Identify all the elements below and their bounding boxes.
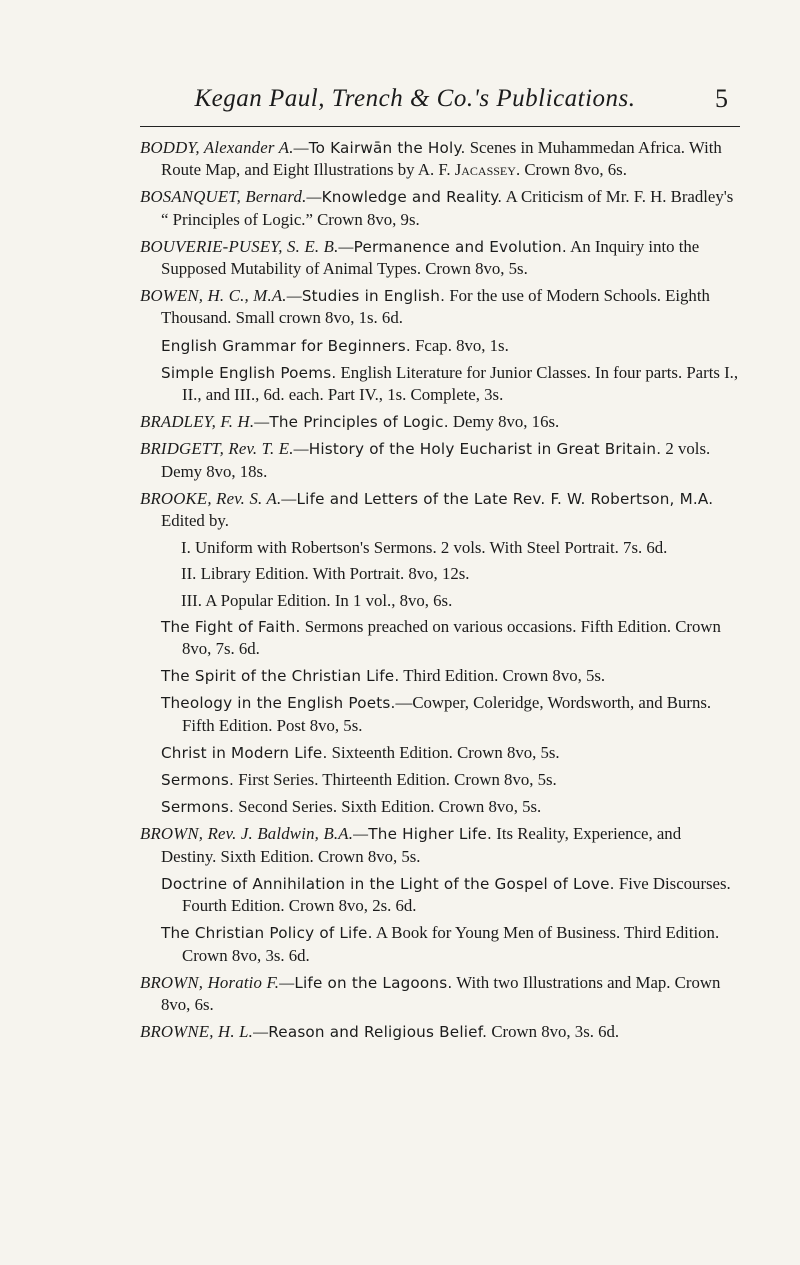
entry-title: The Fight of Faith. <box>161 617 301 636</box>
edition-item: I. Uniform with Robertson's Sermons. 2 vols. With Steel Portrait. 7s. 6d. <box>181 538 668 558</box>
sub-entry <box>140 796 740 818</box>
entry-author: BOWEN, H. C., M.A.— <box>140 286 302 306</box>
entry-title: Simple English Poems. <box>161 363 337 382</box>
edition-item: II. Library Edition. With Portrait. 8vo, 12s. <box>181 564 470 584</box>
entry-title: Sermons. <box>161 771 235 790</box>
sub-entry <box>140 742 740 764</box>
entry-title: Sermons. <box>161 798 235 817</box>
entry-title: The Principles of Logic. <box>269 413 449 432</box>
catalogue-entry-bowen <box>140 285 740 329</box>
entry-description: Its Reality, Experience, and Destiny. Sixth Edition. Crown 8vo, 5s. <box>161 824 682 866</box>
entry-author: BROWNE, H. L.— <box>140 1022 269 1042</box>
entry-title: Permanence and Evolution. <box>353 237 567 256</box>
page-header <box>140 82 740 127</box>
entry-description: Third Edition. Crown 8vo, 5s. <box>399 666 606 686</box>
edition-item: III. A Popular Edition. In 1 vol., 8vo, 6s. <box>181 590 453 610</box>
catalogue-entry-browne <box>140 1021 740 1043</box>
entry-title: To Kairwān the Holy. <box>308 139 466 157</box>
entry-title: The Higher Life. <box>368 825 493 844</box>
entry-description: A Book for Young Men of Business. Third Edition. Crown 8vo, 3s. 6d. <box>182 923 720 965</box>
entry-author: BROWN, Rev. J. Baldwin, B.A.— <box>140 824 369 844</box>
entry-title: Life and Letters of the Late Rev. F. W. Robertson, M.A. <box>296 489 714 508</box>
entry-description: Scenes in Muhammedan Africa. With Route Map, and Eight Illustrations by A. F. <box>161 138 722 180</box>
entry-description: An Inquiry into the Supposed Mutability of Animal Types. Crown 8vo, 5s. <box>161 236 700 279</box>
running-head: Kegan Paul, Trench & Co.'s Publications. <box>194 85 636 112</box>
entry-description: Demy 8vo, 16s. <box>448 412 560 432</box>
entry-title: English Grammar for Beginners. <box>161 336 411 355</box>
entry-description: 2 vols. Demy 8vo, 18s. <box>161 439 711 481</box>
entry-title: History of the Holy Eucharist in Great Britain. <box>308 440 662 459</box>
catalogue-entry-brown-baldwin <box>140 823 740 867</box>
entry-description: A Criticism of Mr. F. H. Bradley's “ Principles of Logic.” Crown 8vo, 9s. <box>161 187 734 229</box>
entry-description: Edited by. <box>161 511 229 531</box>
page-number: 5 <box>715 84 728 113</box>
catalogue-entry-bradley <box>140 411 740 433</box>
catalogue-entry-bosanquet <box>140 186 740 230</box>
entry-title: Knowledge and Reality. <box>321 188 503 207</box>
sub-entry <box>140 665 740 687</box>
entry-author: BROOKE, Rev. S. A.— <box>140 488 297 508</box>
entry-title: Reason and Religious Belief. <box>268 1023 488 1042</box>
entry-description: Second Series. Sixth Edition. Crown 8vo, 5s. <box>234 797 542 817</box>
catalogue-entry-brown-horatio <box>140 972 740 1016</box>
entry-title: The Spirit of the Christian Life. <box>161 667 400 686</box>
sub-entry <box>140 769 740 791</box>
entry-title: Theology in the English Poets. <box>161 694 396 713</box>
catalogue-entry-bouverie-pusey <box>140 236 740 280</box>
entry-description: Fcap. 8vo, 1s. <box>410 335 509 355</box>
entry-description: With two Illustrations and Map. Crown 8vo, 6s. <box>161 972 721 1014</box>
sub-entry <box>140 692 740 736</box>
entry-description: —Cowper, Coleridge, Wordsworth, and Burns. Fifth Edition. Post 8vo, 5s. <box>182 693 712 735</box>
entry-description: Sixteenth Edition. Crown 8vo, 5s. <box>327 742 560 762</box>
entry-description: Crown 8vo, 3s. 6d. <box>487 1022 620 1042</box>
entry-title: Studies in English. <box>301 287 446 306</box>
entry-title: Christ in Modern Life. <box>161 743 328 762</box>
entry-author: BODDY, Alexander A.— <box>140 138 309 157</box>
entry-description: Five Discourses. Fourth Edition. Crown 8vo, 2s. 6d. <box>182 873 731 916</box>
entry-author: BOSANQUET, Bernard.— <box>140 187 322 207</box>
sub-entry <box>140 616 740 660</box>
sub-entry <box>140 335 740 357</box>
entry-description: First Series. Thirteenth Edition. Crown 8vo, 5s. <box>234 770 557 790</box>
sub-entry <box>140 922 740 966</box>
entry-author: BRADLEY, F. H.— <box>140 412 270 432</box>
entry-author: BRIDGETT, Rev. T. E.— <box>140 439 309 459</box>
entry-description: For the use of Modern Schools. Eighth Thousand. Small crown 8vo, 1s. 6d. <box>161 286 710 328</box>
entry-price: . Crown 8vo, 6s. <box>515 160 627 180</box>
catalogue-entry-boddy <box>140 137 740 181</box>
entry-author: BOUVERIE-PUSEY, S. E. B.— <box>140 236 354 256</box>
entry-description: English Literature for Junior Classes. In four parts. Parts I., II., and III., 6d. each. Part IV., 1s. Complete, 3s. <box>182 362 739 405</box>
entry-title: The Christian Policy of Life. <box>161 924 373 943</box>
sub-entry <box>140 873 740 917</box>
entry-description: Sermons preached on various occasions. Fifth Edition. Crown 8vo, 7s. 6d. <box>182 616 721 659</box>
sub-entry <box>140 362 740 406</box>
catalogue-entry-bridgett <box>140 438 740 482</box>
entry-title: Doctrine of Annihilation in the Light of the Gospel of Love. <box>161 874 615 893</box>
catalogue-entry-brooke <box>140 488 740 532</box>
entry-author: BROWN, Horatio F.— <box>140 972 295 992</box>
entry-title: Life on the Lagoons. <box>294 973 453 992</box>
illustrator-name: Jacassey <box>454 160 516 180</box>
